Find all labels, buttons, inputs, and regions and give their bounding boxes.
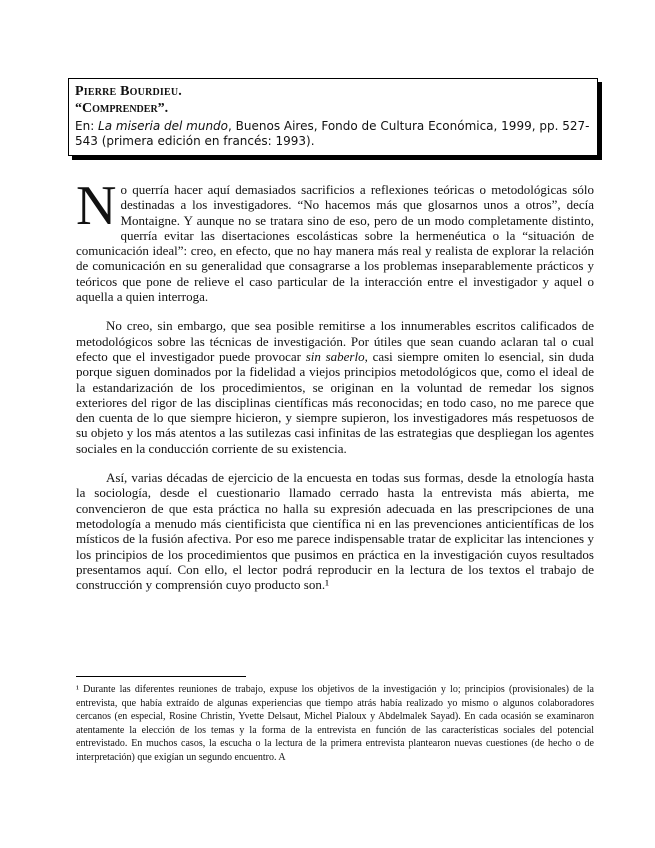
paragraph-1 — [76, 175, 594, 305]
paragraph-2 — [76, 318, 594, 456]
footnote: ¹ Durante las diferentes reuniones de trabajo, expuse los objetivos de la investigación y lo; principios (provisionales) de la entrevista, que había extraído de algunas experiencias que tiempo atrás había realizado yo mismo o algunos colaboradores cercanos (en especial, Rosine Christin, Yvette Delsaut, Michel Pialoux y Abdelmalek Sayad). En cada ocasión se examinaron atentamente la elección de los temas y la forma de la entrevista en función de las características sociales del potencial entrevistado. En muchos casos, la escucha o la lectura de la primera entrevista plantearon nuevas cuestiones (de hecho o de interpretación) que exigían un segundo encuentro. A — [76, 684, 594, 763]
footnote-separator — [76, 676, 246, 677]
paragraph-3 — [76, 470, 594, 592]
paragraph-2-text-a: No creo, sin embargo, que sea posible remitirse a los innumerables escritos calificados de metodológicos sobre las técnicas de investigación. Por útiles que sean cuando aclaran tal o cual efecto que el investigador puede provocar — [76, 318, 594, 364]
bibliographic-citation — [75, 119, 591, 149]
paragraph-2-text-b: , casi siempre omiten lo esencial, sin duda porque siguen dominados por la fidelidad a viejos principios metodológicos que, como el ideal de la estandarización de los procedimientos, se originan en la voluntad de remedar los signos exteriores del rigor de las disciplinas científicas más reconocidas; en todo caso, no me parece que den cuenta de lo que siempre hicieron, y siempre supieron, los investigadores más respetuosos de su objeto y los más atentos a las sutilezas casi infinitas de las estrategias que despliegan los agentes sociales en la conducción corriente de su existencia. — [76, 348, 595, 456]
document-title: “Comprender”. — [75, 101, 169, 116]
author-name: Pierre Bourdieu. — [75, 84, 182, 99]
citation-header-box — [68, 78, 598, 156]
paragraph-1-text: o querría hacer aquí demasiados sacrificios a reflexiones teóricas o metodológicas sólo destinadas a los investigadores. “No hacemos más que glosarnos unos a otros”, decía Montaigne. Y aunque no se tratara sino de eso, pero de un modo completamente distinto, querría evitar las disertaciones escolásticas sobre la hermenéutica o la “situación de comunicación ideal”: creo, en efecto, que no hay manera más real y realista de explorar la relación de comunicación en su generalidad que consagrarse a los problemas inseparablemente prácticos y teóricos que pone de relieve el caso particular de la interacción entre el investigador y aquel o aquella a quien interroga. — [76, 182, 594, 305]
citation-details: , Buenos Aires, Fondo de Cultura Económica, 1999, pp. 527-543 (primera edición en francés: 1993). — [75, 119, 590, 148]
paragraph-3-text: Así, varias décadas de ejercicio de la encuesta en todas sus formas, desde la etnología hasta la sociología, desde el cuestionario llamado cerrado hasta la entrevista más abierta, me convencieron de que esta práctica no halla su expresión adecuada en las prescripciones de una metodología a menudo más cientificista que científica ni en las prevenciones anticientíficas de los místicos de la fusión afectiva. Por eso me parece indispensable tratar de explicitar las intenciones y los principios de los procedimientos que pusimos en práctica en la investigación cuyos resultados presentamos aquí. Con ello, el lector podrá reproducir en la lectura de los textos el trabajo de construcción y comprensión cuyo producto son.¹ — [76, 470, 594, 593]
drop-cap: N — [76, 175, 117, 237]
citation-prefix: En: — [75, 119, 99, 133]
paragraph-2-italic: sin saberlo — [305, 348, 365, 364]
book-title: La miseria del mundo — [98, 119, 229, 133]
main-text — [76, 175, 595, 606]
